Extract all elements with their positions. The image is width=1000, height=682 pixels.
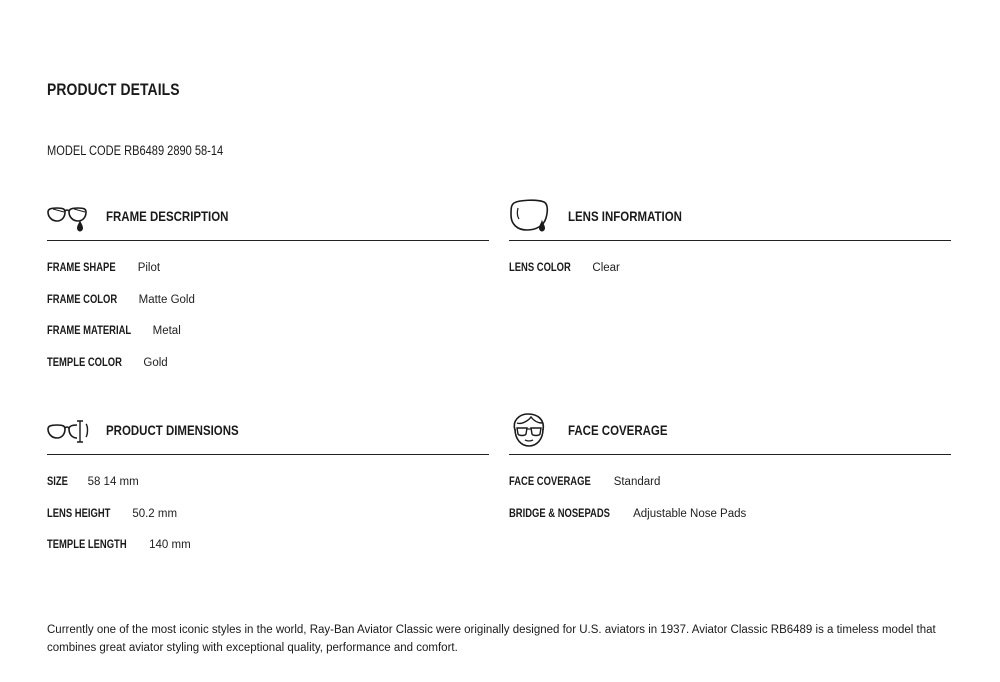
model-code: MODEL CODE RB6489 2890 58-14 bbox=[47, 143, 224, 158]
spec-row bbox=[47, 476, 489, 508]
product-dimensions-section bbox=[47, 406, 489, 571]
spec-value: Standard bbox=[613, 476, 661, 488]
product-dimensions-header bbox=[47, 406, 489, 455]
face-coverage-title: FACE COVERAGE bbox=[568, 422, 668, 438]
frame-description-header bbox=[47, 192, 489, 241]
aviator-glasses-drop-icon bbox=[47, 198, 91, 234]
spec-value: 140 mm bbox=[149, 539, 191, 552]
face-with-glasses-icon bbox=[509, 412, 553, 448]
spec-row bbox=[47, 508, 489, 540]
product-description: Currently one of the most iconic styles in the world, Ray-Ban Aviator Classic were originally designed for U.S. aviators in 1937. Aviator Classic RB6489 is a timeless model that combines great aviator styling with exceptional quality, performance and comfort. bbox=[47, 624, 936, 654]
spec-row bbox=[47, 294, 489, 326]
spec-value: Pilot bbox=[137, 262, 161, 274]
page-title: PRODUCT DETAILS bbox=[47, 80, 180, 99]
face-coverage-header bbox=[509, 406, 951, 455]
lens-information-section bbox=[509, 192, 951, 294]
glasses-ruler-icon bbox=[47, 412, 91, 448]
spec-label: FRAME COLOR bbox=[47, 293, 118, 306]
lens-drop-icon bbox=[509, 198, 553, 234]
spec-value: Clear bbox=[592, 262, 620, 274]
product-dimensions-title: PRODUCT DIMENSIONS bbox=[106, 422, 239, 438]
frame-description-title: FRAME DESCRIPTION bbox=[106, 208, 229, 224]
spec-row bbox=[509, 262, 951, 294]
lens-information-title: LENS INFORMATION bbox=[568, 208, 682, 224]
lens-information-header bbox=[509, 192, 951, 241]
spec-value: Matte Gold bbox=[138, 293, 195, 306]
spec-label: LENS COLOR bbox=[509, 262, 571, 274]
spec-label: TEMPLE LENGTH bbox=[47, 539, 127, 552]
spec-row bbox=[47, 325, 489, 357]
spec-label: TEMPLE COLOR bbox=[47, 357, 122, 370]
spec-value: Adjustable Nose Pads bbox=[633, 507, 747, 520]
spec-value: Metal bbox=[152, 325, 181, 338]
spec-value: 50.2 mm bbox=[132, 507, 178, 520]
spec-value: 58 14 mm bbox=[87, 476, 139, 488]
spec-label: SIZE bbox=[47, 476, 68, 488]
spec-label: LENS HEIGHT bbox=[47, 507, 111, 520]
spec-row bbox=[509, 508, 951, 540]
spec-label: FRAME MATERIAL bbox=[47, 325, 132, 338]
spec-row bbox=[47, 539, 489, 571]
frame-description-section bbox=[47, 192, 489, 389]
spec-row bbox=[47, 357, 489, 389]
spec-row bbox=[509, 476, 951, 508]
spec-label: BRIDGE & NOSEPADS bbox=[509, 507, 610, 520]
spec-label: FRAME SHAPE bbox=[47, 262, 116, 274]
spec-value: Gold bbox=[143, 357, 168, 370]
spec-label: FACE COVERAGE bbox=[509, 476, 591, 488]
spec-row bbox=[47, 262, 489, 294]
face-coverage-section bbox=[509, 406, 951, 539]
